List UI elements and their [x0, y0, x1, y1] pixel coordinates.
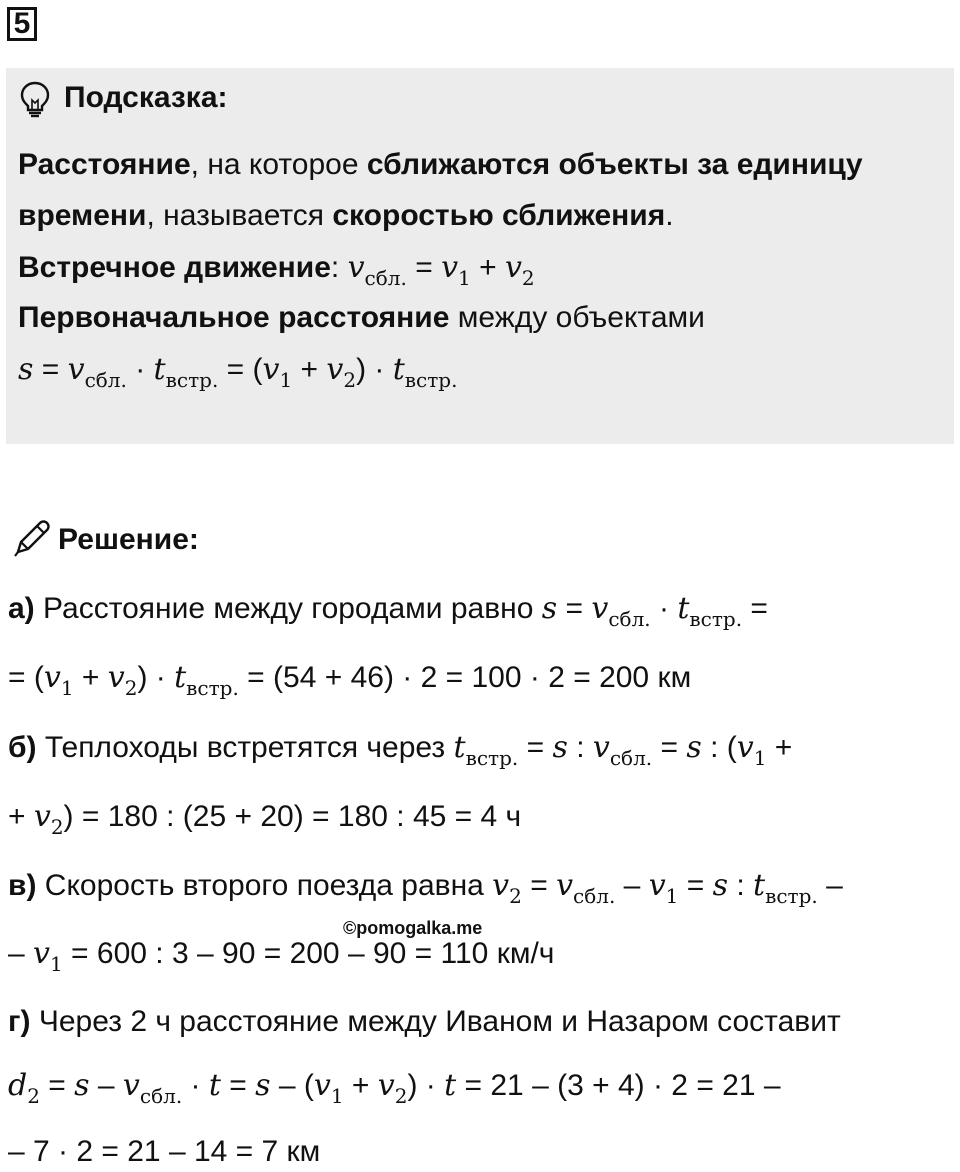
watermark: ©pomogalka.me	[343, 918, 483, 938]
solution-d-line-1: г) Через 2 ч расстояние между Иваном и Назаром составит	[8, 1005, 841, 1038]
solution-c-line-2: – $v_1 = 600$ : 3 – 90 = 200 – 90 = 110 км/ч	[8, 936, 555, 976]
hint-line-2: времени, называется скоростью сближения.	[18, 199, 674, 232]
solution-d-line-2: $d_2 = s - v_{сбл.} \cdot t = s - (v_1 + v_2) \cdot t = 21 - (3 + 4) \cdot 2 = 21$ –	[8, 1068, 781, 1108]
hint-formula: $s = v_{сбл.} \cdot t_{встр.} = (v_1 + v_2) \cdot t_{встр.}$	[18, 352, 458, 392]
hint-line-4: Первоначальное расстояние между объектами	[18, 301, 705, 334]
solution-a-line-2: = $(v_1 + v_2) \cdot t_{встр.} = (54 + 46) \cdot 2 = 100 \cdot 2 = 200$ км	[8, 660, 692, 700]
pencil-icon	[10, 518, 52, 565]
hint-heading: Подсказка:	[64, 81, 228, 114]
lightbulb-icon	[18, 80, 52, 123]
solution-b-line-1: б) Теплоходы встретятся через $t_{встр.} = s$ : $v_{сбл.} = s$ : ($v_1$ +	[8, 730, 793, 770]
hint-line-3: Встречное движение: $v_{сбл.} = v_1 + v_2$	[18, 250, 535, 290]
hint-line-1: Расстояние, на которое сближаются объекты за единицу	[18, 148, 863, 181]
task-number: 5	[7, 7, 37, 41]
solution-b-line-2: + $v_2) = 180$ : (25 + 20) = 180 : 45 = 4 ч	[8, 799, 522, 839]
solution-c-line-1: в) Скорость второго поезда равна $v_2 = v_{сбл.} - v_1 = s$ : $t_{встр.}$ –	[8, 868, 843, 908]
solution-heading: Решение:	[58, 523, 199, 556]
solution-a-line-1: а) Расстояние между городами равно $s = v_{сбл.} \cdot t_{встр.}$ =	[8, 591, 768, 631]
solution-d-line-3: – 7 · 2 = 21 – 14 = 7 км	[8, 1135, 321, 1168]
